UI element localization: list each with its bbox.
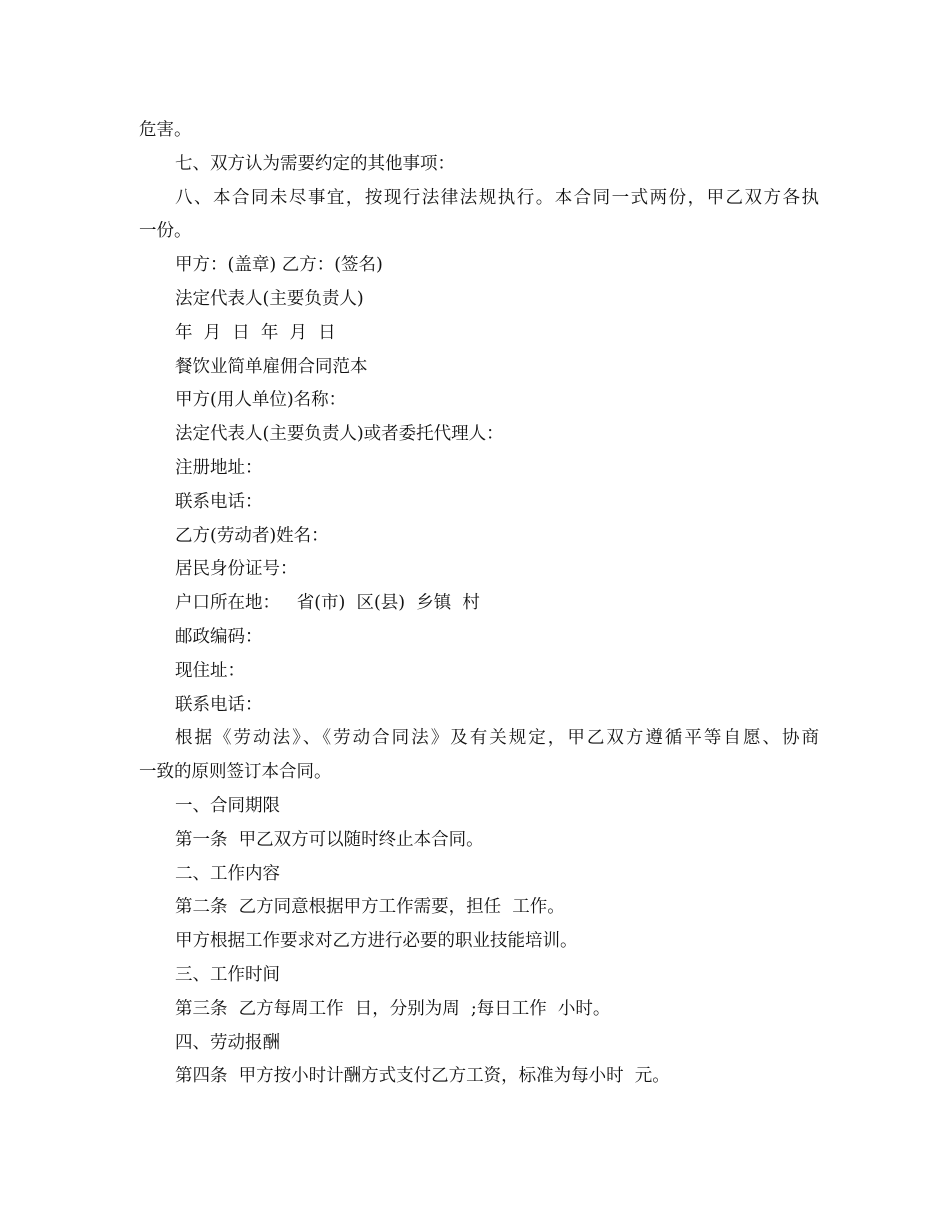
- document-line: 户口所在地： 省(市) 区(县) 乡镇 村: [175, 593, 480, 614]
- document-line: 第四条 甲方按小时计酬方式支付乙方工资，标准为每小时 元。: [175, 1066, 670, 1087]
- document-line: 法定代表人(主要负责人): [175, 288, 364, 309]
- document-line: 联系电话：: [175, 491, 263, 512]
- document-line: 根据《劳动法》、《劳动合同法》及有关规定，甲乙双方遵循平等自愿、协商: [175, 728, 819, 749]
- document-line: 餐饮业简单雇佣合同范本: [175, 356, 368, 377]
- document-line: 甲方：(盖章) 乙方：(签名): [175, 255, 383, 276]
- document-line: 居民身份证号：: [175, 559, 298, 580]
- document-body: [139, 114, 819, 1094]
- document-line: 邮政编码：: [175, 626, 263, 647]
- document-line: 二、工作内容: [175, 863, 280, 884]
- document-line: 一份。: [139, 221, 192, 242]
- document-line: 年 月 日 年 月 日: [175, 322, 336, 343]
- document-line: 三、工作时间: [175, 964, 280, 985]
- document-line: 法定代表人(主要负责人)或者委托代理人：: [175, 424, 504, 445]
- document-line: 乙方(劳动者)姓名：: [175, 525, 329, 546]
- document-line: 危害。: [139, 120, 192, 140]
- document-line: 一致的原则签订本合同。: [139, 762, 332, 783]
- document-line: 现住址：: [175, 660, 245, 681]
- document-line: 第一条 甲乙双方可以随时终止本合同。: [175, 829, 484, 850]
- document-line: 联系电话：: [175, 694, 263, 715]
- document-line: 第三条 乙方每周工作 日，分别为周 ;每日工作 小时。: [175, 998, 611, 1019]
- document-line: 四、劳动报酬: [175, 1032, 280, 1053]
- document-line: 注册地址：: [175, 457, 263, 478]
- document-line: 第二条 乙方同意根据甲方工作需要，担任 工作。: [175, 897, 565, 918]
- document-line: 八、本合同未尽事宜，按现行法律法规执行。本合同一式两份，甲乙双方各执: [175, 187, 819, 208]
- document-line: 一、合同期限: [175, 795, 280, 816]
- document-line: 甲方(用人单位)名称：: [175, 390, 347, 411]
- document-line: 甲方根据工作要求对乙方进行必要的职业技能培训。: [175, 931, 578, 952]
- document-line: 七、双方认为需要约定的其他事项：: [175, 153, 455, 174]
